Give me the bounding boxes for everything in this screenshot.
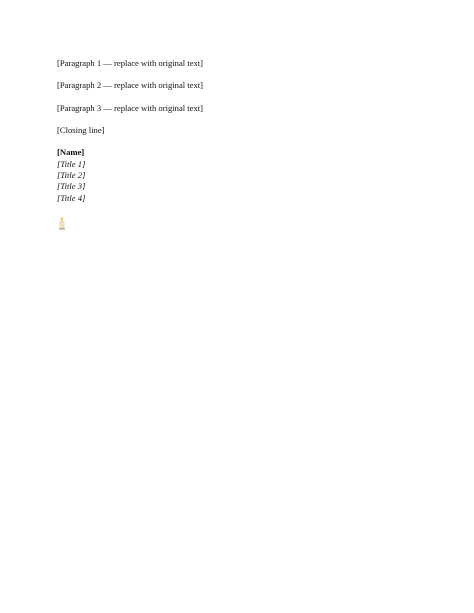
paragraph-2: [Paragraph 2 — replace with original text] [57, 80, 204, 91]
signature-name: [Name] [57, 147, 85, 158]
signature-title-3: [Title 3] [57, 181, 86, 192]
signature-title-2: [Title 2] [57, 170, 86, 181]
signature-block [57, 147, 414, 204]
signature-title-1: [Title 1] [57, 158, 86, 169]
paragraph-1: [Paragraph 1 — replace with original text] [57, 58, 204, 68]
paragraph-3: [Paragraph 3 — replace with original text] [57, 102, 204, 113]
candle-icon [57, 216, 67, 230]
closing-line: [Closing line] [57, 125, 105, 136]
signature-title-4: [Title 4] [57, 192, 86, 203]
